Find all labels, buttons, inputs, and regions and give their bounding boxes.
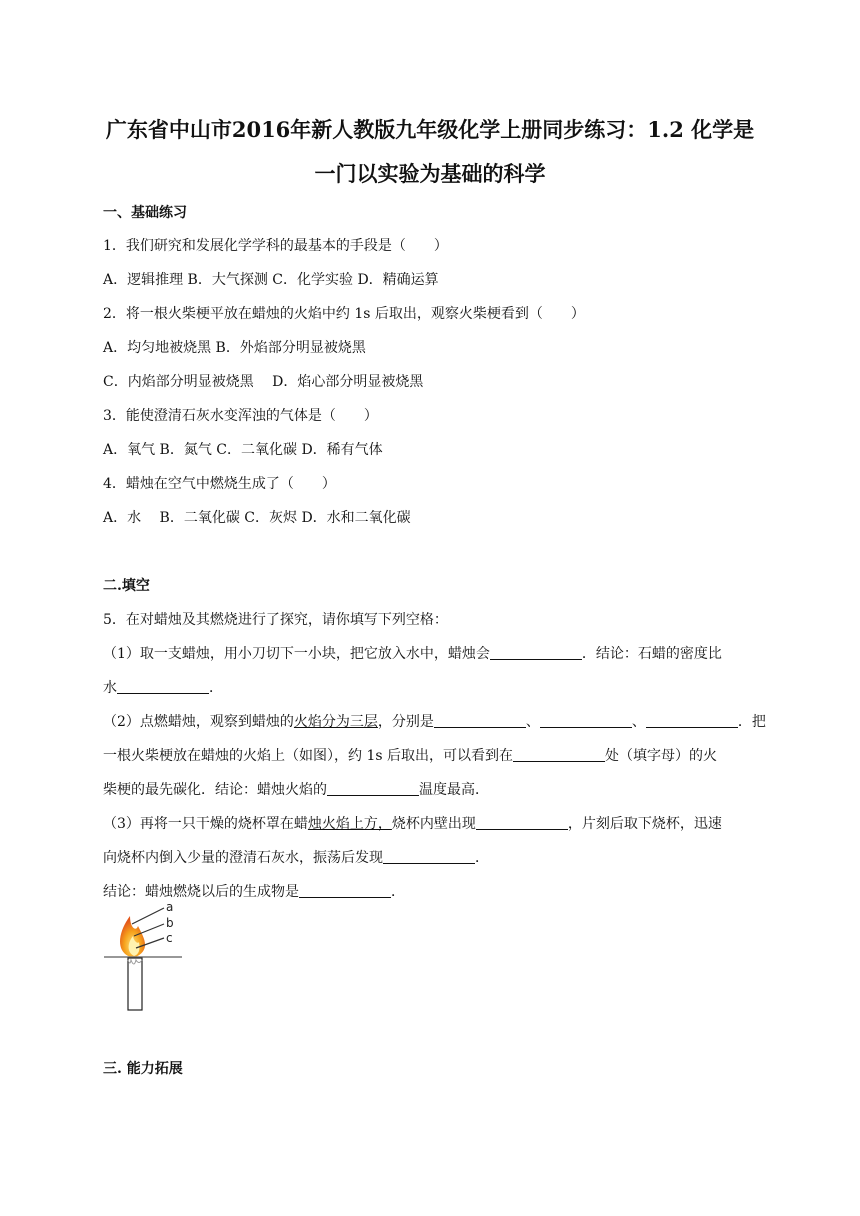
section-heading-extension: 三. 能力拓展: [103, 1061, 183, 1077]
answer-blank[interactable]: [117, 679, 209, 694]
question-4: 4．蜡烛在空气中燃烧生成了（ ）: [103, 476, 336, 492]
part-2-line-2: [103, 745, 717, 765]
question-2: 2．将一根火柴梗平放在蜡烛的火焰中约 1s 后取出，观察火柴梗看到（ ）: [103, 306, 585, 322]
text: 温度最高．: [419, 782, 489, 798]
answer-blank[interactable]: [490, 645, 582, 660]
page-title-line-1: 广东省中山市2016年新人教版九年级化学上册同步练习：1.2 化学是: [105, 117, 755, 142]
label-a: a: [166, 900, 174, 914]
text: 烧杯内壁出现: [391, 816, 476, 832]
part-1-line-2: [103, 677, 223, 697]
text: 处（填字母）的火: [605, 748, 717, 764]
answer-blank[interactable]: [540, 713, 632, 728]
question-2-options-row-2: C．内焰部分明显被烧黑 D．焰心部分明显被烧黑: [103, 374, 424, 390]
question-3: 3．能使澄清石灰水变浑浊的气体是（ ）: [103, 408, 378, 424]
question-1: 1．我们研究和发展化学学科的最基本的手段是（ ）: [103, 238, 448, 254]
text: 水: [103, 680, 117, 696]
text: （3）再将一只干燥的烧杯罩在蜡: [103, 816, 308, 832]
question-1-options: A．逻辑推理 B．大气探测 C．化学实验 D．精确运算: [103, 272, 439, 288]
text: （2）点燃蜡烛，观察到蜡烛的: [103, 714, 294, 730]
question-5: 5．在对蜡烛及其燃烧进行了探究，请你填写下列空格：: [103, 612, 448, 628]
answer-blank[interactable]: [299, 883, 391, 898]
section-heading-fill-in: 二.填空: [103, 578, 150, 594]
text: 向烧杯内倒入少量的澄清石灰水，振荡后发现: [103, 850, 383, 866]
text: ．把: [737, 714, 766, 730]
separator: 、: [631, 714, 646, 730]
underlined-text: 烛火焰上方，: [307, 816, 392, 832]
text: ．: [391, 884, 405, 900]
text: ．结论：石蜡的密度比: [581, 646, 722, 662]
answer-blank[interactable]: [383, 849, 475, 864]
question-2-options-row-1: A．均匀地被烧黑 B．外焰部分明显被烧黑: [103, 340, 366, 356]
question-4-options: A．水 B．二氧化碳 C．灰烬 D．水和二氧化碳: [103, 510, 411, 526]
answer-blank[interactable]: [327, 781, 419, 796]
answer-blank[interactable]: [513, 747, 605, 762]
leader-line-a: [132, 908, 164, 924]
answer-blank[interactable]: [434, 713, 526, 728]
part-2-line-1: [103, 711, 766, 731]
text: ，片刻后取下烧杯，迅速: [567, 816, 722, 832]
part-2-line-3: [103, 779, 489, 799]
label-c: c: [166, 931, 173, 945]
label-b: b: [166, 916, 174, 930]
section-heading-basic: 一、基础练习: [103, 205, 187, 221]
text: ．: [475, 850, 489, 866]
answer-blank[interactable]: [646, 713, 738, 728]
part-3-line-1: [103, 813, 722, 833]
page-title-line-2: 一门以实验为基础的科学: [314, 161, 546, 186]
part-3-line-2: [103, 847, 489, 867]
text: 一根火柴梗放在蜡烛的火焰上（如图），约 1s 后取出，可以看到在: [103, 748, 513, 764]
separator: 、: [525, 714, 540, 730]
answer-blank[interactable]: [476, 815, 568, 830]
text: （1）取一支蜡烛，用小刀切下一小块，把它放入水中，蜡烛会: [103, 646, 490, 662]
text: 柴梗的最先碳化．结论：蜡烛火焰的: [103, 782, 327, 798]
question-3-options: A．氧气 B．氮气 C．二氧化碳 D．稀有气体: [103, 442, 383, 458]
underlined-text: 火焰分为三层: [293, 714, 378, 730]
text: ，分别是: [377, 714, 434, 730]
text: ．: [209, 680, 223, 696]
text: 结论：蜡烛燃烧以后的生成物是: [103, 884, 299, 900]
candle-flame-figure: [100, 896, 190, 1014]
part-1-line-1: [103, 643, 722, 663]
candle-body: [128, 958, 142, 1010]
